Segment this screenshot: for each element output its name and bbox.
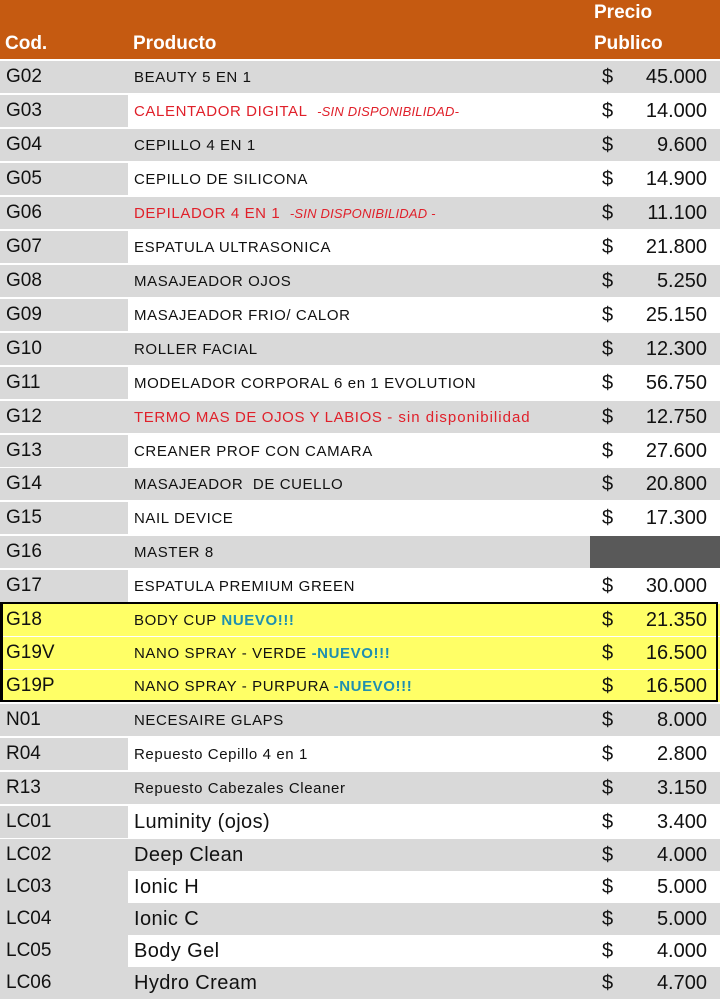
row-code: N01: [6, 709, 41, 730]
currency-symbol: $: [602, 972, 614, 994]
table-row: [0, 772, 720, 804]
currency-symbol: $: [602, 777, 614, 799]
currency-symbol: $: [602, 236, 614, 258]
header-code: Cod.: [5, 33, 48, 54]
currency-symbol: $: [602, 940, 614, 962]
row-product: ESPATULA PREMIUM GREEN: [134, 578, 356, 595]
product-name: BODY CUP: [134, 612, 217, 629]
row-product: CREANER PROF CON CAMARA: [134, 443, 373, 460]
row-code: G14: [6, 473, 42, 494]
table-row: [0, 333, 720, 365]
table-row: [0, 231, 720, 263]
row-price: 11.100: [647, 202, 707, 224]
row-code: G07: [6, 236, 42, 257]
row-product: [134, 612, 295, 629]
row-price: 20.800: [645, 473, 707, 495]
row-price: 2.800: [656, 743, 707, 765]
row-price: 12.750: [645, 406, 707, 428]
table-row: [0, 738, 720, 770]
row-code: G13: [6, 440, 42, 461]
row-product: MODELADOR CORPORAL 6 en 1 EVOLUTION: [134, 375, 477, 392]
row-product: ESPATULA ULTRASONICA: [134, 239, 332, 256]
currency-symbol: $: [602, 100, 614, 122]
currency-symbol: $: [602, 876, 614, 898]
table-row: [0, 435, 720, 467]
currency-symbol: $: [602, 66, 614, 88]
row-code: G19V: [6, 642, 55, 663]
currency-symbol: $: [602, 473, 614, 495]
availability-note: -SIN DISPONIBILIDAD -: [289, 206, 436, 221]
row-product: Repuesto Cepillo 4 en 1: [134, 746, 308, 763]
product-name: DEPILADOR 4 EN 1: [134, 205, 281, 222]
row-product: ROLLER FACIAL: [134, 341, 258, 358]
table-row: [0, 806, 720, 838]
row-product: Ionic C: [134, 908, 200, 930]
row-price: 8.000: [656, 709, 707, 731]
table-row: [0, 468, 720, 500]
row-code: LC05: [6, 940, 52, 961]
row-code: G02: [6, 66, 42, 87]
currency-symbol: $: [602, 675, 614, 697]
availability-note: -SIN DISPONIBILIDAD-: [317, 104, 460, 119]
table-row: [0, 604, 720, 636]
price-unavailable-cell: [590, 536, 720, 568]
row-price: 27.600: [645, 440, 707, 462]
row-product: NECESAIRE GLAPS: [134, 712, 284, 729]
row-code: G08: [6, 270, 42, 291]
currency-symbol: $: [602, 270, 614, 292]
row-price: 14.900: [645, 168, 707, 190]
table-row: [0, 299, 720, 331]
table-row: [0, 265, 720, 297]
header-price-line1: Precio: [594, 2, 653, 23]
row-product: Luminity (ojos): [134, 811, 271, 833]
table-row: [0, 704, 720, 736]
product-name: NANO SPRAY - PURPURA: [134, 678, 329, 695]
row-price: 16.500: [645, 675, 707, 697]
row-price: 5.250: [656, 270, 707, 292]
row-price: 3.400: [656, 811, 707, 833]
row-product: [134, 409, 531, 426]
table-row: [0, 839, 720, 871]
currency-symbol: $: [602, 743, 614, 765]
currency-symbol: $: [602, 338, 614, 360]
row-product: CEPILLO DE SILICONA: [134, 171, 308, 188]
currency-symbol: $: [602, 609, 614, 631]
currency-symbol: $: [602, 507, 614, 529]
currency-symbol: $: [602, 908, 614, 930]
row-price: 14.000: [645, 100, 707, 122]
row-price: 12.300: [645, 338, 707, 360]
row-price: 3.150: [656, 777, 707, 799]
row-code: G03: [6, 100, 42, 121]
table-row: [0, 61, 720, 93]
row-product: [134, 103, 459, 120]
row-code: R04: [6, 743, 41, 764]
currency-symbol: $: [602, 709, 614, 731]
product-name: NANO SPRAY - VERDE: [134, 645, 307, 662]
row-code: LC03: [6, 876, 52, 897]
row-product: MASAJEADOR DE CUELLO: [134, 476, 344, 493]
table-row: [0, 367, 720, 399]
currency-symbol: $: [602, 844, 614, 866]
row-product: Deep Clean: [134, 844, 244, 866]
new-badge: -NUEVO!!!: [311, 645, 391, 662]
row-code: G12: [6, 406, 42, 427]
row-price: 4.000: [656, 940, 707, 962]
row-code: LC01: [6, 811, 52, 832]
row-product: MASAJEADOR FRIO/ CALOR: [134, 307, 351, 324]
row-price: 5.000: [656, 908, 707, 930]
row-price: 30.000: [645, 575, 707, 597]
currency-symbol: $: [602, 575, 614, 597]
row-product: Body Gel: [134, 940, 220, 962]
table-row: [0, 637, 720, 669]
currency-symbol: $: [602, 642, 614, 664]
table-row: [0, 502, 720, 534]
row-price: 4.000: [656, 844, 707, 866]
row-product: [134, 205, 436, 222]
header-price-line2: Publico: [594, 33, 663, 54]
table-row: [0, 871, 720, 903]
new-badge: NUEVO!!!: [221, 612, 295, 629]
row-price: 16.500: [645, 642, 707, 664]
row-code: G15: [6, 507, 42, 528]
row-price: 21.350: [645, 609, 707, 631]
table-row: [0, 163, 720, 195]
table-row: [0, 903, 720, 935]
row-product: Ionic H: [134, 876, 200, 898]
table-header: [0, 0, 720, 59]
table-row: [0, 670, 720, 702]
row-code: G06: [6, 202, 42, 223]
row-price: 25.150: [645, 304, 707, 326]
row-code: G16: [6, 541, 42, 562]
product-name: TERMO MAS DE OJOS Y LABIOS: [134, 409, 383, 426]
availability-note: - sin disponibilidad: [387, 409, 531, 426]
row-code: G04: [6, 134, 42, 155]
header-product: Producto: [133, 33, 217, 54]
table-row: [0, 95, 720, 127]
row-product: Hydro Cream: [134, 972, 258, 994]
table-row: [0, 570, 720, 602]
row-price: 4.700: [656, 972, 707, 994]
currency-symbol: $: [602, 304, 614, 326]
row-product: CEPILLO 4 EN 1: [134, 137, 256, 154]
table-row: [0, 967, 720, 999]
row-price: 21.800: [645, 236, 707, 258]
row-code: G09: [6, 304, 42, 325]
currency-symbol: $: [602, 134, 614, 156]
product-name: CALENTADOR DIGITAL: [134, 103, 308, 120]
row-product: MASTER 8: [134, 544, 214, 561]
row-product: [134, 645, 390, 662]
row-price: 17.300: [645, 507, 707, 529]
table-row: [0, 536, 720, 568]
currency-symbol: $: [602, 168, 614, 190]
row-code: G18: [6, 609, 42, 630]
row-code: LC02: [6, 844, 52, 865]
currency-symbol: $: [602, 440, 614, 462]
row-code: G19P: [6, 675, 55, 696]
row-code: LC04: [6, 908, 52, 929]
new-badge: -NUEVO!!!: [333, 678, 413, 695]
currency-symbol: $: [602, 811, 614, 833]
row-code: G10: [6, 338, 42, 359]
currency-symbol: $: [602, 372, 614, 394]
row-product: NAIL DEVICE: [134, 510, 234, 527]
currency-symbol: $: [602, 202, 614, 224]
currency-symbol: $: [602, 406, 614, 428]
row-price: 45.000: [645, 66, 707, 88]
row-code: G17: [6, 575, 42, 596]
table-row: [0, 129, 720, 161]
table-row: [0, 935, 720, 967]
row-product: [134, 678, 412, 695]
row-price: 56.750: [645, 372, 707, 394]
row-price: 9.600: [656, 134, 707, 156]
row-code: G05: [6, 168, 42, 189]
row-code: R13: [6, 777, 41, 798]
table-row: [0, 197, 720, 229]
row-product: Repuesto Cabezales Cleaner: [134, 780, 346, 797]
row-product: BEAUTY 5 EN 1: [134, 69, 252, 86]
row-code: LC06: [6, 972, 52, 993]
row-product: MASAJEADOR OJOS: [134, 273, 292, 290]
row-price: 5.000: [656, 876, 707, 898]
row-code: G11: [6, 372, 41, 393]
table-row: [0, 401, 720, 433]
